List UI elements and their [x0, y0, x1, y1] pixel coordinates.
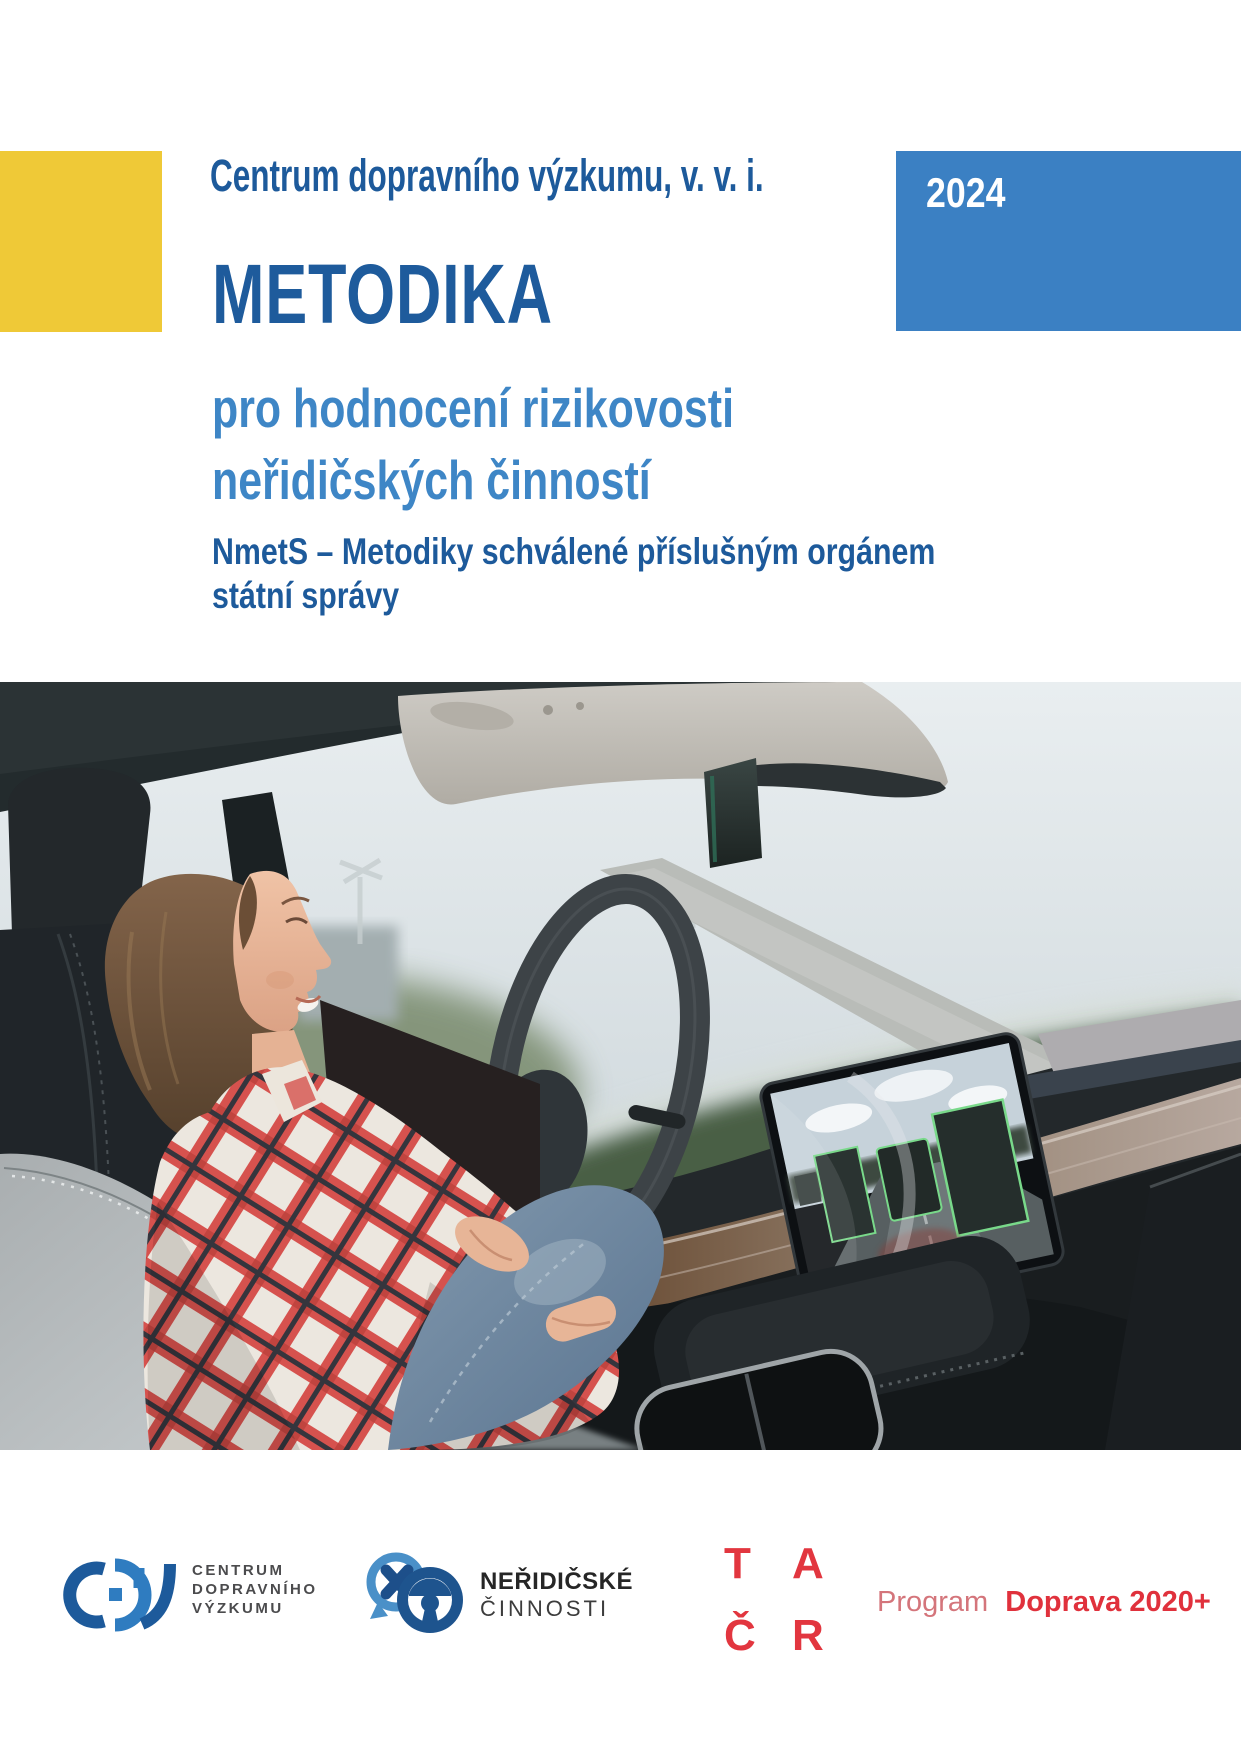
subtitle-line-2: neřidičských činností [212, 449, 651, 511]
tacr-letter-r: R [792, 1611, 824, 1660]
program-name: Doprava 2020+ [1005, 1586, 1211, 1618]
tacr-letter-a: A [792, 1539, 824, 1588]
doc-title: METODIKA [212, 247, 553, 341]
year-label: 2024 [926, 169, 1006, 216]
subtitle-line-1: pro hodnocení rizikovosti [212, 377, 734, 439]
cover-photo [0, 682, 1241, 1450]
cdv-logo [58, 1556, 318, 1634]
doc-subtitle [212, 372, 881, 516]
yellow-accent-block [0, 151, 162, 332]
program-label [877, 1586, 1211, 1619]
note-line-2: státní správy [212, 575, 400, 616]
cdv-logo-mark-icon [58, 1556, 176, 1634]
cdv-logo-text: CENTRUM DOPRAVNÍHO VÝZKUMU [192, 1562, 318, 1617]
neridicske-cinnosti-logo [366, 1546, 633, 1640]
note-line-1: NmetS – Metodiky schválené příslušným orgánem [212, 531, 936, 572]
tacr-logo [724, 1539, 860, 1686]
org-name: Centrum dopravního výzkumu, v. v. i. [210, 150, 764, 201]
program-prefix: Program [877, 1586, 989, 1618]
neridicske-cinnosti-text: NEŘIDIČSKÉ ČINNOSTI [480, 1568, 634, 1621]
footer-logos [0, 1540, 1241, 1670]
steering-wheel-icon [366, 1546, 468, 1640]
tacr-letter-t: T [724, 1539, 751, 1588]
doc-note [212, 530, 1094, 618]
tacr-letter-c: Č [724, 1611, 756, 1660]
